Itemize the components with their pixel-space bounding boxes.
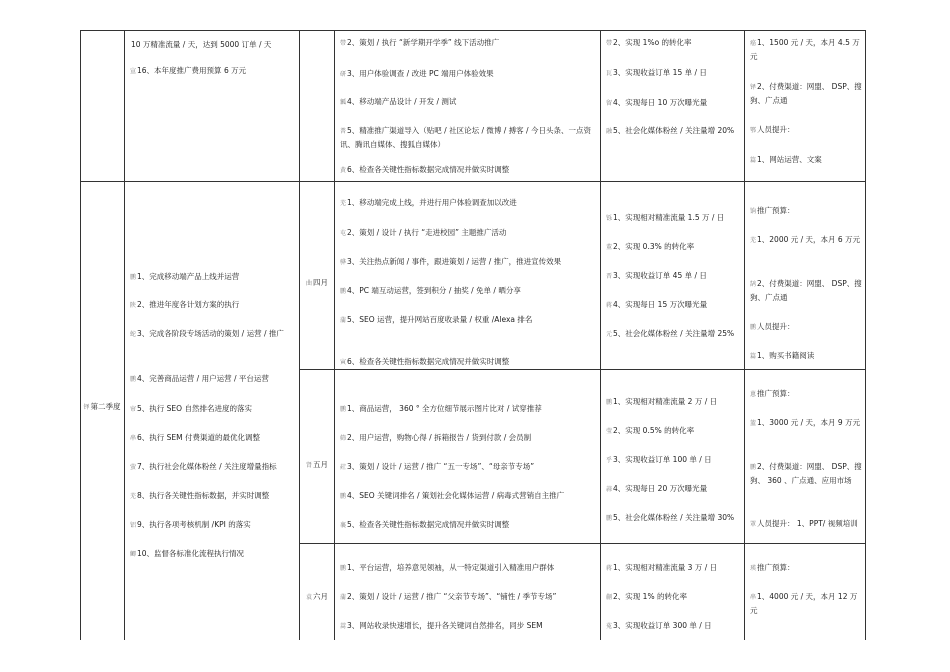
budget-item: 瑛推广预算： [750, 563, 795, 572]
metric-item: 乎3、实现收益订单 100 单 / 日 [606, 455, 712, 464]
budget-item: 篇1、购买书籍阅读 [750, 351, 815, 360]
action-item: 瓤4、移动端产品设计 / 开发 / 测试 [340, 97, 457, 106]
table-border-top [80, 30, 865, 31]
goal-item: 鲫10、监督各标准化流程执行情况 [130, 549, 245, 558]
budget-item: 鹏2、付费渠道：网盟、 DSP、搜狗、 360 、广点通、应用市场 [750, 462, 862, 485]
goal-item: 鹏4、完善商品运营 / 用户运营 / 平台运营 [130, 374, 269, 383]
goal-item: 陕2、推进年度各计划方案的执行 [130, 300, 240, 309]
action-item: 黄6、检查各关键性指标数据完成情况并做实时调整 [340, 165, 510, 174]
budget-item: 饷推广预算： [750, 206, 795, 215]
action-item: 筛2、用户运营，购物心得 / 拆箱报告 / 货到付款 / 会员制 [340, 433, 532, 442]
budget-item: 罩人员提升： 1、PPT/ 视频培训 [750, 519, 858, 528]
action-item: 鹏1、商品运营， 360 ° 全方位细节展示图片比对 / 试穿推荐 [340, 404, 542, 413]
col-line-7 [865, 30, 866, 640]
action-item: 屯2、策划 / 设计 / 执行 “走进校园” 主题推广活动 [340, 228, 507, 237]
metric-item: 蒋1、实现相对精准流量 3 万 / 日 [606, 563, 718, 572]
metric-item: 留4、实现每日 10 万次曝光量 [606, 98, 708, 107]
goal-item: 串6、执行 SEM 付费渠道的最优化调整 [130, 433, 261, 442]
metric-item: 蒜4、实现每日 20 万次曝光量 [606, 484, 708, 493]
metric-item: 菟3、实现收益订单 300 单 / 日 [606, 621, 712, 630]
goal-item: 鹏1、完成移动端产品上线并运营 [130, 272, 240, 281]
metric-item: 董2、实现 0.3% 的转化率 [606, 242, 695, 251]
goal-item: 芜8、执行各关键性指标数据，并实时调整 [130, 491, 270, 500]
metric-item: 鹏5、社会化媒体粉丝 / 关注量增 30% [606, 513, 735, 522]
action-item: 襄5、检查各关键性指标数据完成情况并做实时调整 [340, 520, 510, 529]
action-item: 芜1、移动端完成上线，并进行用户体验调查加以改进 [340, 198, 517, 207]
month-label-may: 肾五月 [305, 460, 328, 469]
month-divider-may-june [299, 543, 865, 544]
metric-item: 瓦3、实现收益订单 15 单 / 日 [606, 68, 707, 77]
action-item: 鹏1、平台运营，培养意见领袖，从一特定渠道引入精准用户群体 [340, 563, 555, 572]
budget-item: 铎2、付费渠道：网盟、 DSP、搜狗、广点通 [750, 82, 862, 105]
metric-item: 晋3、实现收益订单 45 单 / 日 [606, 271, 707, 280]
col-line-2 [124, 30, 125, 640]
metric-item: 铄1、实现相对精准流量 1.5 万 / 日 [606, 213, 725, 222]
budget-item: 蒽推广预算： [750, 389, 795, 398]
col-line-1 [80, 30, 81, 640]
col-line-3 [299, 30, 300, 640]
metric-item: 鹏1、实现相对精准流量 2 万 / 日 [606, 397, 718, 406]
month-label-june: 袁六月 [305, 592, 328, 601]
metric-item: 带2、实现 1%o 的转化率 [606, 38, 692, 47]
month-label-april: 曲四月 [305, 278, 328, 287]
budget-item: 鹏人员提升： [750, 322, 795, 331]
budget-item: 鄂人员提升： [750, 125, 795, 134]
budget-item: 篮1、3000 元 / 天，本月 9 万元 [750, 418, 861, 427]
goal-item: 宣16、本年度推广费用预算 6 万元 [130, 66, 247, 75]
goal-item: 10 万精准流量 / 天，达到 5000 订单 / 天 [131, 40, 272, 49]
goal-item: 萤7、执行社会化媒体粉丝 / 关注度增量指标 [130, 462, 277, 471]
budget-item: 篇1、网站运营、文案 [750, 155, 822, 164]
action-item: 骅3、关注热点新闻 / 事件，跟进策划 / 运营 / 推广，推进宣传效果 [340, 257, 562, 266]
action-item: 鹏4、SEO 关键词排名 / 策划社会化媒体运营 / 病毒式营销自主推广 [340, 491, 565, 500]
quarter-label: 铎第二季度 [83, 402, 121, 411]
action-item: 普5、精准推广渠道导入（贴吧 / 社区论坛 / 微博 / 搏客 / 今日头条、一点资讯、腾讯自媒体、搜狐自媒体） [340, 126, 591, 149]
col-line-6 [744, 30, 745, 640]
budget-item: 串1、4000 元 / 天，本月 12 万元 [750, 592, 858, 615]
metric-item: 蒋4、实现每日 15 万次曝光量 [606, 300, 708, 309]
goal-item: 帘5、执行 SEO 自然排名进度的落实 [130, 404, 252, 413]
month-divider-april-may [299, 369, 865, 370]
goal-item: 铝9、执行各项考核机制 /KPI 的落实 [130, 520, 251, 529]
col-line-5 [600, 30, 601, 640]
metric-item: 元5、社会化媒体粉丝 / 关注量增 25% [606, 329, 735, 338]
budget-item: 鹄2、付费渠道：网盟、 DSP、搜狗、广点通 [750, 279, 862, 302]
budget-item: 癌1、1500 元 / 天，本月 4.5 万元 [750, 38, 860, 61]
action-item: 荭3、策划 / 设计 / 运营 / 推广 “五一专场”、“母亲节专场” [340, 462, 535, 471]
section-divider [80, 181, 865, 182]
metric-item: 蒯2、实现 1% 的转化率 [606, 592, 687, 601]
goal-item: 蛇3、完成各阶段专场活动的策划 / 运营 / 推广 [130, 329, 284, 338]
action-item: 研3、用户体验调查 / 改进 PC 端用户体验效果 [340, 69, 494, 78]
action-item: 蒿3、网站收录快速增长，提升各关键词自然排名，同步 SEM [340, 621, 543, 630]
action-item: 带2、策划 / 执行 “新学期开学季” 线下活动推广 [340, 38, 500, 47]
action-item: 蒲2、策划 / 设计 / 运营 / 推广 “父亲节专场”、“铺性 / 季节专场” [340, 592, 557, 601]
action-item: 蒲5、SEO 运营，提升网站百度收录量 / 权重 /Alexa 排名 [340, 315, 533, 324]
col-line-4 [334, 30, 335, 640]
action-item: 鹏4、PC 端互动运营，签到积分 / 抽奖 / 免单 / 晒分享 [340, 286, 521, 295]
metric-item: 融5、社会化媒体粉丝 / 关注量增 20% [606, 126, 735, 135]
action-item: 寅6、检查各关键性指标数据完成情况并做实时调整 [340, 357, 510, 366]
metric-item: 莹2、实现 0.5% 的转化率 [606, 426, 695, 435]
budget-item: 芜1、2000 元 / 天，本月 6 万元 [750, 235, 861, 244]
